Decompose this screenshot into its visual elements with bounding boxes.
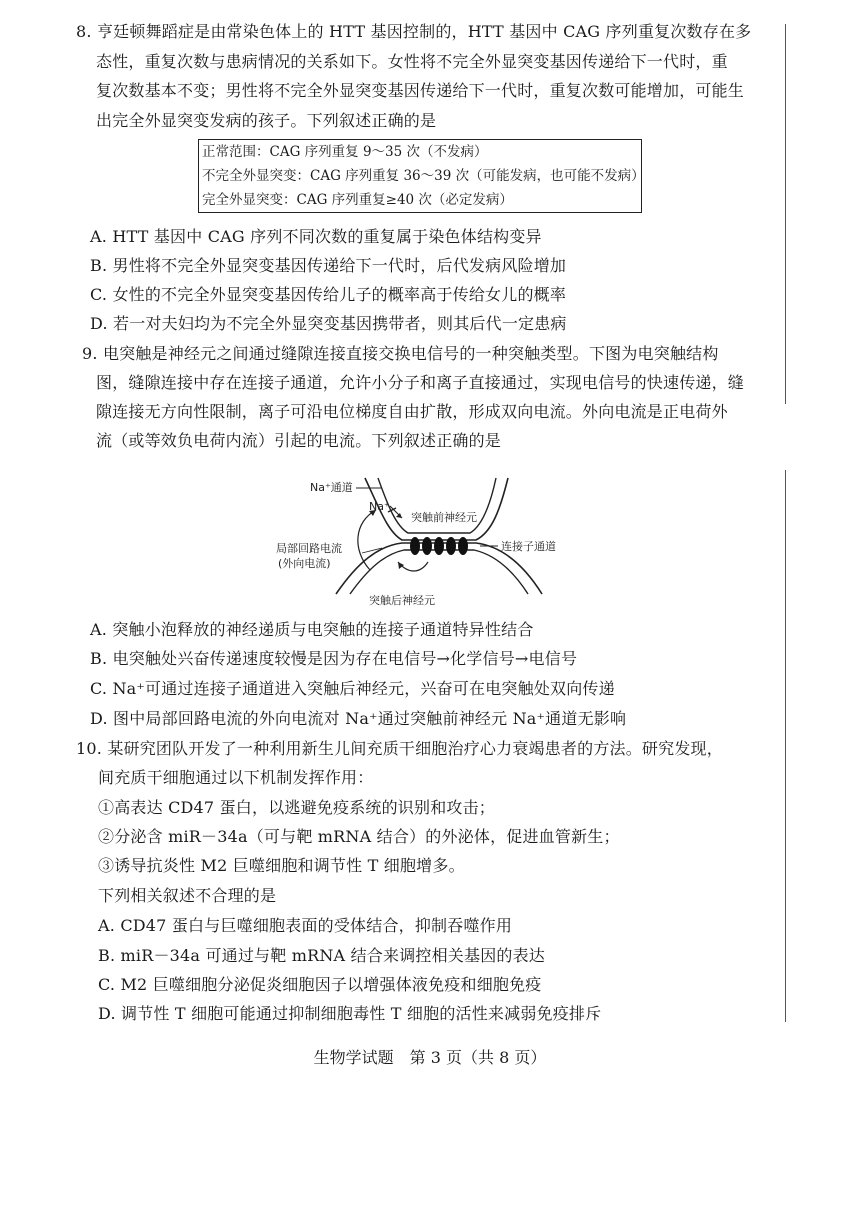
q9-stem-line: 9. 电突触是神经元之间通过缝隙连接直接交换电信号的一种突触类型。下图为电突触结构 bbox=[82, 344, 719, 363]
q9-option-a[interactable]: A. 突触小泡释放的神经递质与电突触的连接子通道特异性结合 bbox=[90, 620, 534, 639]
q8-stem-line: 8. 亨廷顿舞蹈症是由常染色体上的 HTT 基因控制的，HTT 基因中 CAG 序列重复次数存在多 bbox=[76, 22, 752, 41]
q9-stem-line: 图，缝隙连接中存在连接子通道，允许小分子和离子直接通过，实现电信号的快速传递，缝 bbox=[96, 373, 745, 392]
pre-neuron-label: 突触前神经元 bbox=[411, 511, 477, 524]
q10-option-a[interactable]: A. CD47 蛋白与巨噬细胞表面的受体结合，抑制吞噬作用 bbox=[98, 916, 513, 935]
q8-option-a[interactable]: A. HTT 基因中 CAG 序列不同次数的重复属于染色体结构变异 bbox=[90, 227, 542, 246]
q10-mechanism-1: ①高表达 CD47 蛋白，以逃避免疫系统的识别和攻击； bbox=[98, 798, 496, 817]
q8-option-d[interactable]: D. 若一对夫妇均为不完全外显突变基因携带者，则其后代一定患病 bbox=[90, 314, 567, 333]
electrical-synapse-diagram bbox=[270, 470, 600, 610]
q8-option-c[interactable]: C. 女性的不完全外显突变基因传给儿子的概率高于传给女儿的概率 bbox=[90, 285, 567, 304]
table-row: 正常范围：CAG 序列重复 9～35 次（不发病） bbox=[202, 144, 488, 160]
q8-stem-line: 出完全外显突变发病的孩子。下列叙述正确的是 bbox=[96, 111, 437, 130]
na-ion-label: Na⁺ bbox=[369, 500, 390, 513]
presynaptic-membrane-inner bbox=[378, 478, 496, 533]
q10-mechanism-2: ②分泌含 miR－34a（可与靶 mRNA 结合）的外泌体，促进血管新生； bbox=[98, 827, 620, 846]
local-current-arrow bbox=[358, 510, 376, 570]
q10-stem-line: 间充质干细胞通过以下机制发挥作用： bbox=[98, 768, 374, 787]
cag-repeat-table bbox=[198, 139, 645, 213]
margin-rule-top bbox=[785, 24, 786, 404]
post-neuron-label: 突触后神经元 bbox=[369, 594, 435, 607]
q10-option-d[interactable]: D. 调节性 T 细胞可能通过抑制细胞毒性 T 细胞的活性来减弱免疫排斥 bbox=[98, 1004, 602, 1023]
postsynaptic-membrane-inner bbox=[350, 550, 528, 594]
outward-current-arrow bbox=[398, 562, 428, 571]
q9-stem-line: 流（或等效负电荷内流）引起的电流。下列叙述正确的是 bbox=[96, 431, 502, 450]
outward-current-label: (外向电流) bbox=[278, 557, 331, 570]
q10-stem-line: 10. 某研究团队开发了一种利用新生儿间充质干细胞治疗心力衰竭患者的方法。研究发现， bbox=[76, 739, 723, 758]
q8-option-b[interactable]: B. 男性将不完全外显突变基因传递给下一代时，后代发病风险增加 bbox=[90, 256, 567, 275]
table-row: 不完全外显突变：CAG 序列重复 36～39 次（可能发病，也可能不发病） bbox=[202, 168, 645, 184]
connexon-label: 连接子通道 bbox=[501, 540, 556, 553]
local-current-label: 局部回路电流 bbox=[276, 542, 342, 555]
q9-option-c[interactable]: C. Na⁺可通过连接子通道进入突触后神经元，兴奋可在电突触处双向传递 bbox=[90, 679, 615, 698]
na-channel-label: Na⁺通道 bbox=[310, 481, 353, 494]
q8-stem-line: 态性，重复次数与患病情况的关系如下。女性将不完全外显突变基因传递给下一代时，重 bbox=[96, 52, 728, 71]
q8-stem-line: 复次数基本不变；男性将不完全外显突变基因传递给下一代时，重复次数可能增加，可能生 bbox=[96, 81, 745, 100]
q10-mechanism-3: ③诱导抗炎性 M2 巨噬细胞和调节性 T 细胞增多。 bbox=[98, 856, 465, 875]
page-footer: 生物学试题 第 3 页（共 8 页） bbox=[313, 1048, 547, 1067]
q9-option-b[interactable]: B. 电突触处兴奋传递速度较慢是因为存在电信号→化学信号→电信号 bbox=[90, 649, 578, 668]
q10-prompt: 下列相关叙述不合理的是 bbox=[98, 886, 277, 905]
q9-stem-line: 隙连接无方向性限制，离子可沿电位梯度自由扩散，形成双向电流。外向电流是正电荷外 bbox=[96, 402, 728, 421]
table-row: 完全外显突变：CAG 序列重复≥40 次（必定发病） bbox=[202, 192, 513, 208]
margin-rule-bottom bbox=[785, 470, 786, 1022]
q10-option-c[interactable]: C. M2 巨噬细胞分泌促炎细胞因子以增强体液免疫和细胞免疫 bbox=[98, 975, 542, 994]
q9-option-d[interactable]: D. 图中局部回路电流的外向电流对 Na⁺通过突触前神经元 Na⁺通道无影响 bbox=[90, 709, 627, 728]
q10-option-b[interactable]: B. miR－34a 可通过与靶 mRNA 结合来调控相关基因的表达 bbox=[98, 946, 545, 965]
